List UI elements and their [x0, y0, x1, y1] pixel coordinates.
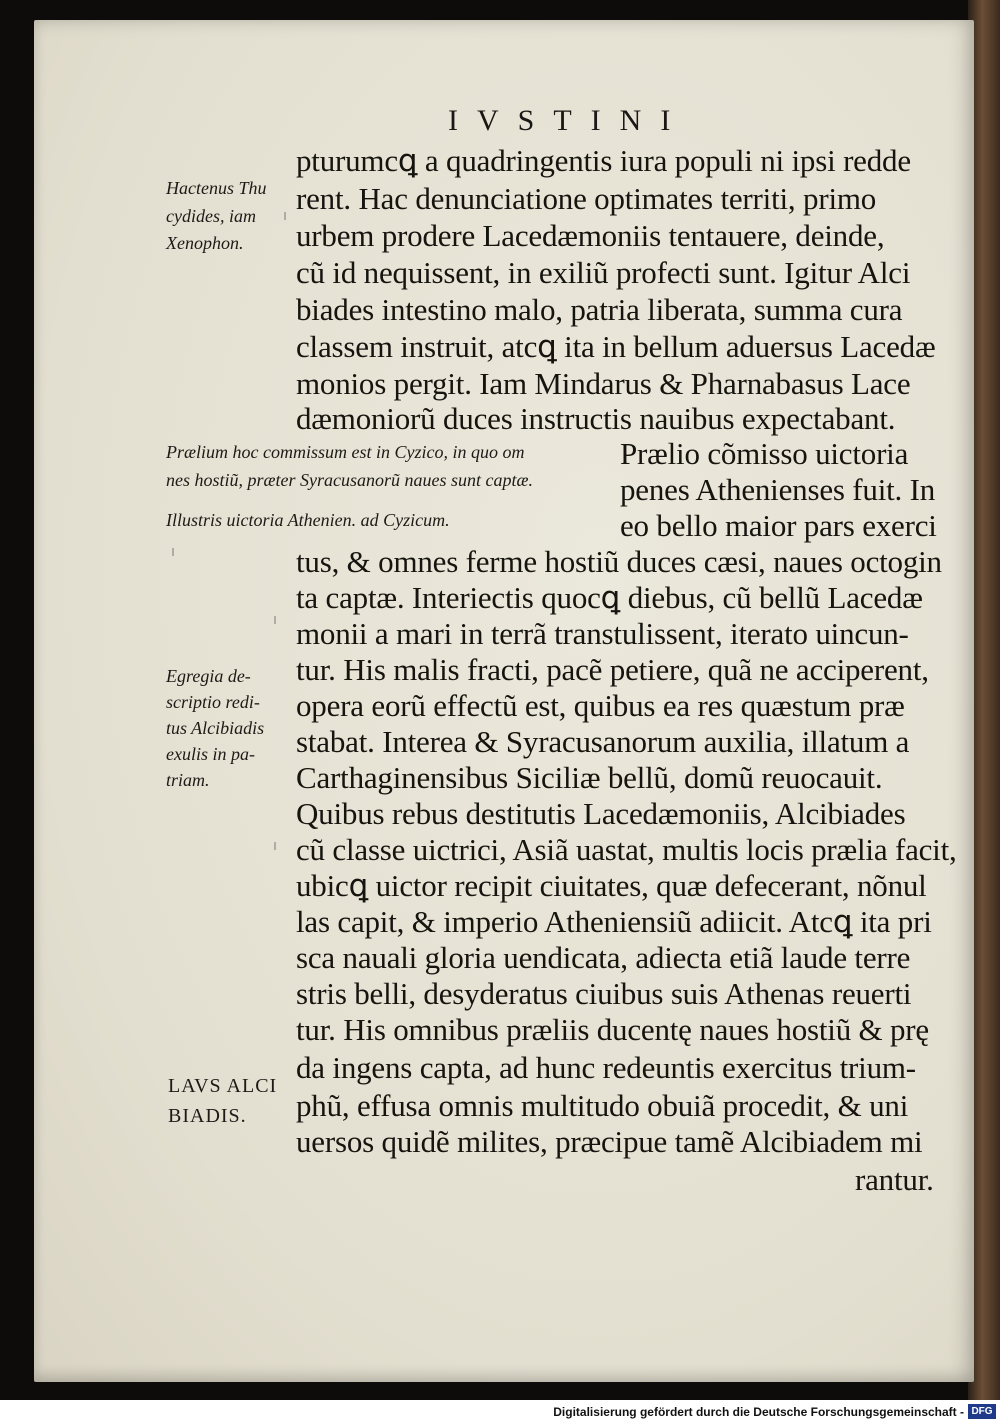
body-line: rent. Hac denunciatione optimates territi, primo: [296, 181, 877, 216]
marginal-note: BIADIS.: [168, 1105, 247, 1127]
body-line: Prælio cõmisso uictoria: [620, 436, 909, 471]
body-line: cũ classe uictrici, Asiã uastat, multis locis prælia facit,: [296, 832, 957, 867]
body-line: Quibus rebus destitutis Lacedæmoniis, Alcibiades: [296, 796, 906, 831]
body-line: rantur.: [855, 1162, 934, 1197]
body-line: stris belli, desyderatus ciuibus suis Athenas reuerti: [296, 976, 912, 1011]
body-line: penes Athenienses fuit. In: [620, 472, 936, 507]
marginal-note: LAVS ALCI: [168, 1075, 278, 1097]
marginal-note: tus Alcibiadis: [166, 718, 265, 738]
paper-speck: [284, 212, 286, 220]
marginal-note: Hactenus Thu: [166, 178, 267, 198]
body-line: Carthaginensibus Siciliæ bellũ, domũ reuocauit.: [296, 760, 883, 795]
body-line: monii a mari in terrã transtulissent, iterato uincun-: [296, 616, 909, 651]
body-line: biades intestino malo, patria liberata, summa cura: [296, 292, 903, 327]
paper-speck: [274, 616, 276, 624]
marginal-note: Prælium hoc commissum est in Cyzico, in quo om: [166, 442, 525, 462]
marginal-note: Egregia de-: [166, 666, 251, 686]
body-line: tur. His omnibus præliis ducentę naues hostiũ & prę: [296, 1012, 929, 1047]
body-line: classem instruit, atcꝗ ita in bellum aduersus Lacedæ: [296, 329, 936, 364]
body-line: phũ, effusa omnis multitudo obuiã procedit, & uni: [296, 1088, 909, 1123]
body-line: las capit, & imperio Atheniensiũ adiicit. Atcꝗ ita pri: [296, 904, 932, 939]
body-line: dæmoniorũ duces instructis nauibus expectabant.: [296, 401, 896, 436]
body-line: ubicꝗ uictor recipit ciuitates, quæ defecerant, nõnul: [296, 868, 927, 903]
paper-speck: [172, 548, 174, 556]
marginal-note: nes hostiũ, præter Syracusanorũ naues sunt captæ.: [166, 470, 533, 490]
body-line: cũ id nequissent, in exiliũ profecti sunt. Igitur Alci: [296, 255, 911, 290]
marginal-note: triam.: [166, 770, 210, 790]
body-line: eo bello maior pars exerci: [620, 508, 937, 543]
body-line: urbem prodere Lacedæmoniis tentauere, deinde,: [296, 218, 885, 253]
marginal-note: Illustris uictoria Athenien. ad Cyzicum.: [166, 510, 450, 530]
marginal-note: exulis in pa-: [166, 744, 255, 764]
body-line: monios pergit. Iam Mindarus & Pharnabasus Lace: [296, 366, 911, 401]
body-line: da ingens capta, ad hunc redeuntis exercitus trium-: [296, 1050, 916, 1085]
funding-notice: Digitalisierung gefördert durch die Deutsche Forschungsgemeinschaft -: [553, 1405, 964, 1419]
body-line: uersos quidẽ milites, præcipue tamẽ Alcibiadem mi: [296, 1124, 923, 1159]
body-line: sca nauali gloria uendicata, adiecta etiã laude terre: [296, 940, 911, 975]
paper-speck: [274, 842, 276, 850]
dfg-logo: DFG: [968, 1404, 996, 1419]
body-line: opera eorũ effectũ est, quibus ea res quæstum præ: [296, 688, 905, 723]
body-line: pturumcꝗ a quadringentis iura populi ni ipsi redde: [296, 143, 911, 178]
body-line: tur. His malis fracti, pacẽ petiere, quã ne acciperent,: [296, 652, 929, 687]
marginal-note: cydides, iam: [166, 206, 256, 226]
marginal-note: Xenophon.: [166, 233, 244, 253]
body-line: ta captæ. Interiectis quocꝗ diebus, cũ bellũ Lacedæ: [296, 580, 923, 615]
footer-bar: [0, 1400, 1000, 1424]
marginal-note: scriptio redi-: [166, 692, 260, 712]
body-line: tus, & omnes ferme hostiũ duces cæsi, naues octogin: [296, 544, 942, 579]
body-line: stabat. Interea & Syracusanorum auxilia, illatum a: [296, 724, 910, 759]
running-head: IVSTINI: [448, 104, 690, 137]
